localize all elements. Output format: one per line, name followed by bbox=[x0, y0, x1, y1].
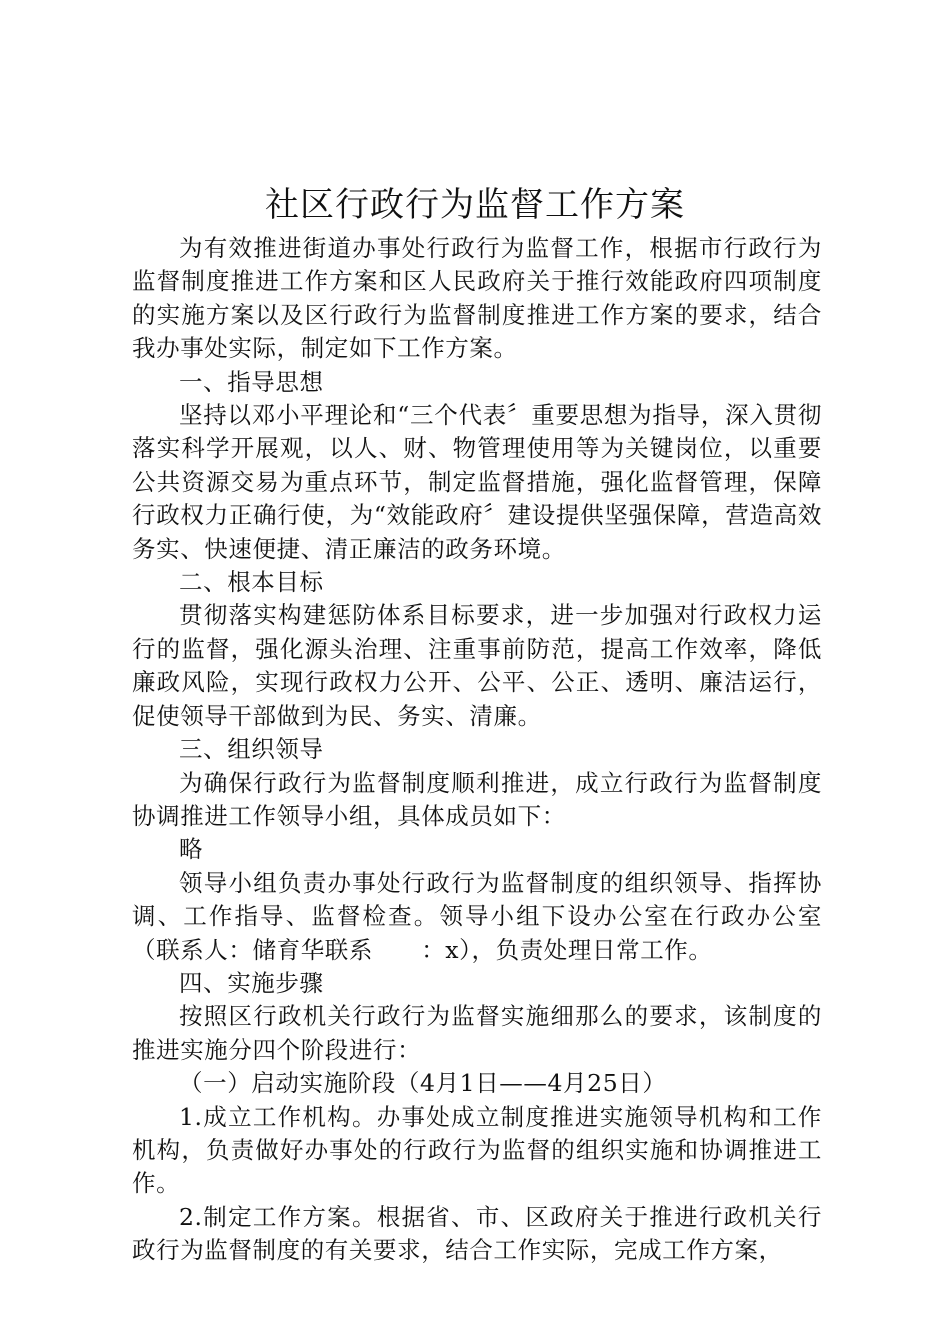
members-omitted-paragraph: 略 bbox=[179, 835, 204, 864]
intro-paragraph: 为有效推进街道办事处行政行为监督工作，根据市行政行为监督制度推进工作方案和区人民政府关于推行效能政府四项制度的实施方案以及区行政行为监督制度推进工作方案的要求，结合我办事处实际，制定如下工作方案。 bbox=[132, 234, 822, 363]
subsection-heading-launch-phase: （一）启动实施阶段（4月1日——4月25日） bbox=[179, 1069, 667, 1098]
basic-goals-paragraph: 贯彻落实构建惩防体系目标要求，进一步加强对行政权力运行的监督，强化源头治理、注重事前防范，提高工作效率，降低廉政风险，实现行政权力公开、公平、公正、透明、廉洁运行，促使领导干部做到为民、务实、清廉。 bbox=[132, 601, 822, 730]
section-heading-guiding-ideology: 一、指导思想 bbox=[179, 367, 324, 396]
guiding-ideology-paragraph: 坚持以邓小平理论和“三个代表〞重要思想为指导，深入贯彻落实科学开展观，以人、财、物管理使用等为关键岗位，以重要公共资源交易为重点环节，制定监督措施，强化监督管理，保障行政权力正确行使，为“效能政府〞建设提供坚强保障，营造高效务实、快速便捷、清正廉洁的政务环境。 bbox=[132, 401, 822, 563]
section-heading-organization: 三、组织领导 bbox=[179, 735, 324, 764]
organization-paragraph: 为确保行政行为监督制度顺利推进，成立行政行为监督制度协调推进工作领导小组，具体成员如下： bbox=[132, 768, 822, 830]
implementation-paragraph: 按照区行政机关行政行为监督实施细那么的要求，该制度的推进实施分四个阶段进行： bbox=[132, 1002, 822, 1064]
document-body bbox=[132, 232, 822, 1268]
step-2-paragraph: 2.制定工作方案。根据省、市、区政府关于推进行政机关行政行为监督制度的有关要求，结合工作实际，完成工作方案， bbox=[132, 1202, 822, 1265]
section-heading-implementation-steps: 四、实施步骤 bbox=[179, 968, 324, 997]
document-title: 社区行政行为监督工作方案 bbox=[265, 185, 685, 225]
leadership-duty-paragraph: 领导小组负责办事处行政行为监督制度的组织领导、指挥协调、工作指导、监督检查。领导小组下设办公室在行政办公室（联系人：储育华联系 ：x），负责处理日常工作。 bbox=[132, 868, 822, 964]
section-heading-basic-goals: 二、根本目标 bbox=[179, 568, 324, 597]
step-1-paragraph: 1.成立工作机构。办事处成立制度推进实施领导机构和工作机构，负责做好办事处的行政行为监督的组织实施和协调推进工作。 bbox=[132, 1102, 822, 1198]
